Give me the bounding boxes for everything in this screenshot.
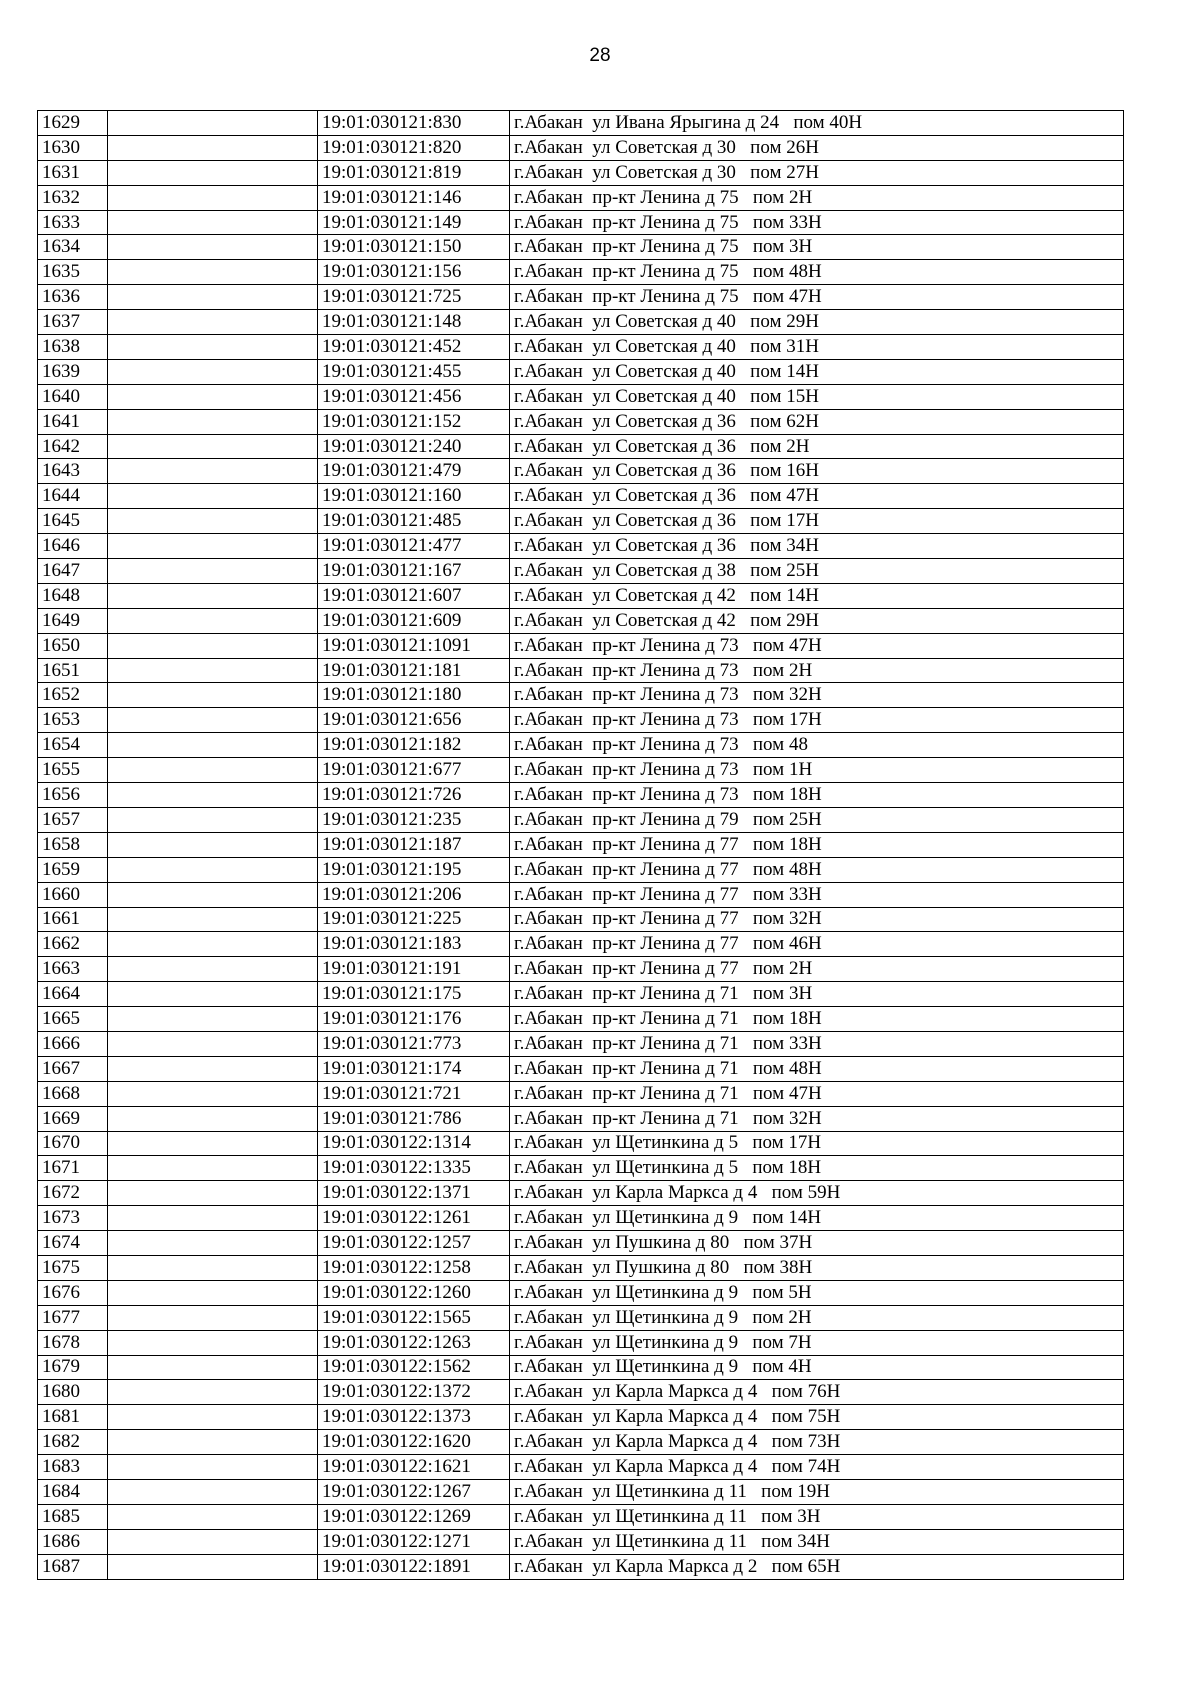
empty-cell: [108, 1181, 318, 1206]
empty-cell: [108, 807, 318, 832]
address-cell: г.Абакан ул Советская д 36 пом 17Н: [510, 509, 1124, 534]
table-row: [38, 583, 1124, 608]
row-number-cell: 1660: [38, 882, 108, 907]
empty-cell: [108, 733, 318, 758]
address-cell: г.Абакан пр-кт Ленина д 77 пом 33Н: [510, 882, 1124, 907]
address-cell: г.Абакан пр-кт Ленина д 73 пом 47Н: [510, 633, 1124, 658]
cadastral-number-cell: 19:01:030122:1621: [318, 1455, 510, 1480]
empty-cell: [108, 111, 318, 136]
address-cell: г.Абакан ул Советская д 40 пом 14Н: [510, 359, 1124, 384]
row-number-cell: 1646: [38, 534, 108, 559]
cadastral-number-cell: 19:01:030122:1260: [318, 1280, 510, 1305]
address-cell: г.Абакан ул Щетинкина д 5 пом 17Н: [510, 1131, 1124, 1156]
table-row: [38, 409, 1124, 434]
address-cell: г.Абакан пр-кт Ленина д 77 пом 46Н: [510, 932, 1124, 957]
table-row: [38, 957, 1124, 982]
row-number-cell: 1673: [38, 1206, 108, 1231]
cadastral-number-cell: 19:01:030121:149: [318, 210, 510, 235]
table-row: [38, 185, 1124, 210]
cadastral-number-cell: 19:01:030121:167: [318, 559, 510, 584]
table-row: [38, 1231, 1124, 1256]
table-row: [38, 111, 1124, 136]
table-row: [38, 1479, 1124, 1504]
address-cell: г.Абакан пр-кт Ленина д 71 пом 3Н: [510, 982, 1124, 1007]
cadastral-number-cell: 19:01:030121:195: [318, 857, 510, 882]
registry-table: [37, 110, 1124, 1580]
row-number-cell: 1683: [38, 1455, 108, 1480]
table-row: [38, 733, 1124, 758]
cadastral-number-cell: 19:01:030122:1373: [318, 1405, 510, 1430]
empty-cell: [108, 832, 318, 857]
row-number-cell: 1650: [38, 633, 108, 658]
row-number-cell: 1658: [38, 832, 108, 857]
empty-cell: [108, 260, 318, 285]
cadastral-number-cell: 19:01:030122:1314: [318, 1131, 510, 1156]
table-row: [38, 882, 1124, 907]
table-row: [38, 1206, 1124, 1231]
empty-cell: [108, 559, 318, 584]
address-cell: г.Абакан пр-кт Ленина д 77 пом 32Н: [510, 907, 1124, 932]
table-row: [38, 509, 1124, 534]
address-cell: г.Абакан ул Советская д 36 пом 34Н: [510, 534, 1124, 559]
cadastral-number-cell: 19:01:030122:1261: [318, 1206, 510, 1231]
cadastral-number-cell: 19:01:030121:786: [318, 1106, 510, 1131]
row-number-cell: 1677: [38, 1305, 108, 1330]
empty-cell: [108, 658, 318, 683]
address-cell: г.Абакан пр-кт Ленина д 71 пом 48Н: [510, 1056, 1124, 1081]
empty-cell: [108, 583, 318, 608]
address-cell: г.Абакан ул Советская д 40 пом 15Н: [510, 384, 1124, 409]
empty-cell: [108, 1231, 318, 1256]
cadastral-number-cell: 19:01:030122:1269: [318, 1504, 510, 1529]
row-number-cell: 1656: [38, 783, 108, 808]
cadastral-number-cell: 19:01:030121:725: [318, 285, 510, 310]
empty-cell: [108, 1355, 318, 1380]
address-cell: г.Абакан ул Карла Маркса д 4 пом 76Н: [510, 1380, 1124, 1405]
address-cell: г.Абакан пр-кт Ленина д 75 пом 48Н: [510, 260, 1124, 285]
row-number-cell: 1671: [38, 1156, 108, 1181]
address-cell: г.Абакан ул Советская д 30 пом 27Н: [510, 160, 1124, 185]
table-row: [38, 1106, 1124, 1131]
empty-cell: [108, 608, 318, 633]
address-cell: г.Абакан пр-кт Ленина д 77 пом 2Н: [510, 957, 1124, 982]
cadastral-number-cell: 19:01:030121:174: [318, 1056, 510, 1081]
cadastral-number-cell: 19:01:030122:1335: [318, 1156, 510, 1181]
row-number-cell: 1657: [38, 807, 108, 832]
cadastral-number-cell: 19:01:030121:721: [318, 1081, 510, 1106]
empty-cell: [108, 310, 318, 335]
address-cell: г.Абакан ул Советская д 42 пом 14Н: [510, 583, 1124, 608]
cadastral-number-cell: 19:01:030121:609: [318, 608, 510, 633]
cadastral-number-cell: 19:01:030121:479: [318, 459, 510, 484]
row-number-cell: 1635: [38, 260, 108, 285]
empty-cell: [108, 907, 318, 932]
empty-cell: [108, 1430, 318, 1455]
cadastral-number-cell: 19:01:030122:1263: [318, 1330, 510, 1355]
address-cell: г.Абакан пр-кт Ленина д 73 пом 1Н: [510, 758, 1124, 783]
row-number-cell: 1664: [38, 982, 108, 1007]
table-row: [38, 135, 1124, 160]
empty-cell: [108, 957, 318, 982]
address-cell: г.Абакан ул Ивана Ярыгина д 24 пом 40Н: [510, 111, 1124, 136]
address-cell: г.Абакан пр-кт Ленина д 71 пом 18Н: [510, 1007, 1124, 1032]
empty-cell: [108, 1554, 318, 1579]
address-cell: г.Абакан ул Советская д 36 пом 2Н: [510, 434, 1124, 459]
cadastral-number-cell: 19:01:030121:225: [318, 907, 510, 932]
address-cell: г.Абакан пр-кт Ленина д 77 пом 48Н: [510, 857, 1124, 882]
cadastral-number-cell: 19:01:030121:156: [318, 260, 510, 285]
address-cell: г.Абакан ул Советская д 40 пом 29Н: [510, 310, 1124, 335]
table-row: [38, 1280, 1124, 1305]
cadastral-number-cell: 19:01:030121:180: [318, 683, 510, 708]
empty-cell: [108, 1380, 318, 1405]
address-cell: г.Абакан ул Карла Маркса д 2 пом 65Н: [510, 1554, 1124, 1579]
table-row: [38, 608, 1124, 633]
row-number-cell: 1687: [38, 1554, 108, 1579]
address-cell: г.Абакан пр-кт Ленина д 71 пом 47Н: [510, 1081, 1124, 1106]
address-cell: г.Абакан ул Карла Маркса д 4 пом 59Н: [510, 1181, 1124, 1206]
row-number-cell: 1651: [38, 658, 108, 683]
row-number-cell: 1647: [38, 559, 108, 584]
table-row: [38, 1554, 1124, 1579]
table-row: [38, 484, 1124, 509]
table-row: [38, 210, 1124, 235]
row-number-cell: 1665: [38, 1007, 108, 1032]
table-row: [38, 1007, 1124, 1032]
table-row: [38, 235, 1124, 260]
row-number-cell: 1632: [38, 185, 108, 210]
row-number-cell: 1633: [38, 210, 108, 235]
empty-cell: [108, 1280, 318, 1305]
empty-cell: [108, 633, 318, 658]
cadastral-number-cell: 19:01:030121:477: [318, 534, 510, 559]
table-row: [38, 807, 1124, 832]
address-cell: г.Абакан пр-кт Ленина д 73 пом 2Н: [510, 658, 1124, 683]
address-cell: г.Абакан ул Щетинкина д 5 пом 18Н: [510, 1156, 1124, 1181]
cadastral-number-cell: 19:01:030122:1258: [318, 1255, 510, 1280]
empty-cell: [108, 1156, 318, 1181]
cadastral-number-cell: 19:01:030121:656: [318, 708, 510, 733]
empty-cell: [108, 1056, 318, 1081]
cadastral-number-cell: 19:01:030121:677: [318, 758, 510, 783]
empty-cell: [108, 210, 318, 235]
table-row: [38, 310, 1124, 335]
cadastral-number-cell: 19:01:030122:1271: [318, 1529, 510, 1554]
empty-cell: [108, 509, 318, 534]
cadastral-number-cell: 19:01:030122:1565: [318, 1305, 510, 1330]
page-number: 28: [589, 45, 611, 66]
address-cell: г.Абакан ул Советская д 36 пом 16Н: [510, 459, 1124, 484]
cadastral-number-cell: 19:01:030122:1371: [318, 1181, 510, 1206]
empty-cell: [108, 882, 318, 907]
empty-cell: [108, 683, 318, 708]
empty-cell: [108, 1504, 318, 1529]
empty-cell: [108, 932, 318, 957]
cadastral-number-cell: 19:01:030121:181: [318, 658, 510, 683]
cadastral-number-cell: 19:01:030122:1267: [318, 1479, 510, 1504]
table-row: [38, 1255, 1124, 1280]
cadastral-number-cell: 19:01:030121:146: [318, 185, 510, 210]
cadastral-number-cell: 19:01:030121:152: [318, 409, 510, 434]
table-row: [38, 285, 1124, 310]
table-row: [38, 260, 1124, 285]
row-number-cell: 1641: [38, 409, 108, 434]
address-cell: г.Абакан ул Карла Маркса д 4 пом 74Н: [510, 1455, 1124, 1480]
empty-cell: [108, 783, 318, 808]
table-row: [38, 160, 1124, 185]
table-row: [38, 1529, 1124, 1554]
table-row: [38, 1081, 1124, 1106]
address-cell: г.Абакан ул Щетинкина д 11 пом 19Н: [510, 1479, 1124, 1504]
table-row: [38, 335, 1124, 360]
address-cell: г.Абакан ул Пушкина д 80 пом 37Н: [510, 1231, 1124, 1256]
address-cell: г.Абакан ул Щетинкина д 9 пом 4Н: [510, 1355, 1124, 1380]
row-number-cell: 1648: [38, 583, 108, 608]
row-number-cell: 1655: [38, 758, 108, 783]
cadastral-number-cell: 19:01:030121:485: [318, 509, 510, 534]
table-row: [38, 708, 1124, 733]
cadastral-number-cell: 19:01:030121:607: [318, 583, 510, 608]
table-row: [38, 1430, 1124, 1455]
cadastral-number-cell: 19:01:030122:1372: [318, 1380, 510, 1405]
row-number-cell: 1637: [38, 310, 108, 335]
address-cell: г.Абакан ул Советская д 36 пом 62Н: [510, 409, 1124, 434]
table-row: [38, 559, 1124, 584]
empty-cell: [108, 1455, 318, 1480]
row-number-cell: 1685: [38, 1504, 108, 1529]
empty-cell: [108, 1007, 318, 1032]
table-row: [38, 434, 1124, 459]
row-number-cell: 1642: [38, 434, 108, 459]
table-row: [38, 1056, 1124, 1081]
address-cell: г.Абакан ул Советская д 30 пом 26Н: [510, 135, 1124, 160]
address-cell: г.Абакан пр-кт Ленина д 73 пом 17Н: [510, 708, 1124, 733]
empty-cell: [108, 359, 318, 384]
row-number-cell: 1669: [38, 1106, 108, 1131]
row-number-cell: 1643: [38, 459, 108, 484]
row-number-cell: 1684: [38, 1479, 108, 1504]
address-cell: г.Абакан ул Щетинкина д 9 пом 5Н: [510, 1280, 1124, 1305]
cadastral-number-cell: 19:01:030122:1257: [318, 1231, 510, 1256]
row-number-cell: 1644: [38, 484, 108, 509]
row-number-cell: 1686: [38, 1529, 108, 1554]
empty-cell: [108, 235, 318, 260]
row-number-cell: 1640: [38, 384, 108, 409]
row-number-cell: 1667: [38, 1056, 108, 1081]
table-row: [38, 758, 1124, 783]
table-row: [38, 1031, 1124, 1056]
table-row: [38, 1405, 1124, 1430]
address-cell: г.Абакан пр-кт Ленина д 71 пом 32Н: [510, 1106, 1124, 1131]
empty-cell: [108, 285, 318, 310]
empty-cell: [108, 1330, 318, 1355]
empty-cell: [108, 982, 318, 1007]
row-number-cell: 1636: [38, 285, 108, 310]
empty-cell: [108, 1305, 318, 1330]
row-number-cell: 1670: [38, 1131, 108, 1156]
cadastral-number-cell: 19:01:030121:182: [318, 733, 510, 758]
cadastral-number-cell: 19:01:030121:191: [318, 957, 510, 982]
cadastral-number-cell: 19:01:030121:160: [318, 484, 510, 509]
address-cell: г.Абакан ул Щетинкина д 11 пом 3Н: [510, 1504, 1124, 1529]
table-row: [38, 907, 1124, 932]
table-row: [38, 832, 1124, 857]
address-cell: г.Абакан ул Пушкина д 80 пом 38Н: [510, 1255, 1124, 1280]
table-row: [38, 783, 1124, 808]
row-number-cell: 1649: [38, 608, 108, 633]
table-row: [38, 1156, 1124, 1181]
cadastral-number-cell: 19:01:030121:148: [318, 310, 510, 335]
address-cell: г.Абакан ул Советская д 36 пом 47Н: [510, 484, 1124, 509]
cadastral-number-cell: 19:01:030121:183: [318, 932, 510, 957]
empty-cell: [108, 160, 318, 185]
empty-cell: [108, 484, 318, 509]
address-cell: г.Абакан пр-кт Ленина д 73 пом 32Н: [510, 683, 1124, 708]
cadastral-number-cell: 19:01:030121:176: [318, 1007, 510, 1032]
address-cell: г.Абакан пр-кт Ленина д 73 пом 18Н: [510, 783, 1124, 808]
table-row: [38, 1504, 1124, 1529]
empty-cell: [108, 1106, 318, 1131]
table-row: [38, 1181, 1124, 1206]
empty-cell: [108, 135, 318, 160]
row-number-cell: 1654: [38, 733, 108, 758]
row-number-cell: 1681: [38, 1405, 108, 1430]
cadastral-number-cell: 19:01:030121:455: [318, 359, 510, 384]
cadastral-number-cell: 19:01:030121:206: [318, 882, 510, 907]
row-number-cell: 1680: [38, 1380, 108, 1405]
cadastral-number-cell: 19:01:030121:819: [318, 160, 510, 185]
address-cell: г.Абакан пр-кт Ленина д 75 пом 3Н: [510, 235, 1124, 260]
address-cell: г.Абакан ул Советская д 40 пом 31Н: [510, 335, 1124, 360]
row-number-cell: 1634: [38, 235, 108, 260]
cadastral-number-cell: 19:01:030121:820: [318, 135, 510, 160]
empty-cell: [108, 335, 318, 360]
cadastral-number-cell: 19:01:030121:830: [318, 111, 510, 136]
row-number-cell: 1682: [38, 1430, 108, 1455]
row-number-cell: 1679: [38, 1355, 108, 1380]
table-row: [38, 658, 1124, 683]
table-row: [38, 459, 1124, 484]
table-row: [38, 1305, 1124, 1330]
table-row: [38, 359, 1124, 384]
cadastral-number-cell: 19:01:030121:235: [318, 807, 510, 832]
empty-cell: [108, 857, 318, 882]
empty-cell: [108, 1206, 318, 1231]
table-row: [38, 1380, 1124, 1405]
row-number-cell: 1629: [38, 111, 108, 136]
table-row: [38, 384, 1124, 409]
address-cell: г.Абакан пр-кт Ленина д 75 пом 47Н: [510, 285, 1124, 310]
address-cell: г.Абакан ул Советская д 42 пом 29Н: [510, 608, 1124, 633]
row-number-cell: 1672: [38, 1181, 108, 1206]
row-number-cell: 1645: [38, 509, 108, 534]
table-row: [38, 633, 1124, 658]
empty-cell: [108, 708, 318, 733]
address-cell: г.Абакан пр-кт Ленина д 75 пом 33Н: [510, 210, 1124, 235]
cadastral-number-cell: 19:01:030121:1091: [318, 633, 510, 658]
empty-cell: [108, 409, 318, 434]
table-row: [38, 932, 1124, 957]
address-cell: г.Абакан ул Карла Маркса д 4 пом 73Н: [510, 1430, 1124, 1455]
table-row: [38, 1131, 1124, 1156]
table-row: [38, 982, 1124, 1007]
address-cell: г.Абакан ул Карла Маркса д 4 пом 75Н: [510, 1405, 1124, 1430]
cadastral-number-cell: 19:01:030122:1620: [318, 1430, 510, 1455]
table-row: [38, 1355, 1124, 1380]
row-number-cell: 1678: [38, 1330, 108, 1355]
address-cell: г.Абакан пр-кт Ленина д 79 пом 25Н: [510, 807, 1124, 832]
row-number-cell: 1668: [38, 1081, 108, 1106]
empty-cell: [108, 384, 318, 409]
address-cell: г.Абакан ул Щетинкина д 9 пом 2Н: [510, 1305, 1124, 1330]
row-number-cell: 1675: [38, 1255, 108, 1280]
row-number-cell: 1662: [38, 932, 108, 957]
empty-cell: [108, 434, 318, 459]
cadastral-number-cell: 19:01:030121:175: [318, 982, 510, 1007]
cadastral-number-cell: 19:01:030121:456: [318, 384, 510, 409]
cadastral-number-cell: 19:01:030121:187: [318, 832, 510, 857]
row-number-cell: 1676: [38, 1280, 108, 1305]
table-row: [38, 1455, 1124, 1480]
address-cell: г.Абакан ул Щетинкина д 9 пом 7Н: [510, 1330, 1124, 1355]
empty-cell: [108, 185, 318, 210]
cadastral-number-cell: 19:01:030121:240: [318, 434, 510, 459]
empty-cell: [108, 1529, 318, 1554]
cadastral-number-cell: 19:01:030121:452: [318, 335, 510, 360]
cadastral-number-cell: 19:01:030121:773: [318, 1031, 510, 1056]
row-number-cell: 1663: [38, 957, 108, 982]
row-number-cell: 1666: [38, 1031, 108, 1056]
empty-cell: [108, 1131, 318, 1156]
row-number-cell: 1659: [38, 857, 108, 882]
row-number-cell: 1631: [38, 160, 108, 185]
row-number-cell: 1661: [38, 907, 108, 932]
address-cell: г.Абакан ул Советская д 38 пом 25Н: [510, 559, 1124, 584]
table-row: [38, 534, 1124, 559]
row-number-cell: 1653: [38, 708, 108, 733]
empty-cell: [108, 1081, 318, 1106]
row-number-cell: 1652: [38, 683, 108, 708]
row-number-cell: 1674: [38, 1231, 108, 1256]
table-row: [38, 857, 1124, 882]
empty-cell: [108, 534, 318, 559]
table-row: [38, 1330, 1124, 1355]
registry-body: [38, 111, 1124, 1580]
table-row: [38, 683, 1124, 708]
row-number-cell: 1630: [38, 135, 108, 160]
cadastral-number-cell: 19:01:030122:1891: [318, 1554, 510, 1579]
empty-cell: [108, 459, 318, 484]
row-number-cell: 1638: [38, 335, 108, 360]
empty-cell: [108, 1255, 318, 1280]
cadastral-number-cell: 19:01:030122:1562: [318, 1355, 510, 1380]
empty-cell: [108, 1031, 318, 1056]
empty-cell: [108, 1479, 318, 1504]
row-number-cell: 1639: [38, 359, 108, 384]
cadastral-number-cell: 19:01:030121:150: [318, 235, 510, 260]
address-cell: г.Абакан ул Щетинкина д 11 пом 34Н: [510, 1529, 1124, 1554]
empty-cell: [108, 758, 318, 783]
address-cell: г.Абакан пр-кт Ленина д 77 пом 18Н: [510, 832, 1124, 857]
address-cell: г.Абакан пр-кт Ленина д 73 пом 48: [510, 733, 1124, 758]
cadastral-number-cell: 19:01:030121:726: [318, 783, 510, 808]
address-cell: г.Абакан пр-кт Ленина д 75 пом 2Н: [510, 185, 1124, 210]
address-cell: г.Абакан ул Щетинкина д 9 пом 14Н: [510, 1206, 1124, 1231]
empty-cell: [108, 1405, 318, 1430]
address-cell: г.Абакан пр-кт Ленина д 71 пом 33Н: [510, 1031, 1124, 1056]
